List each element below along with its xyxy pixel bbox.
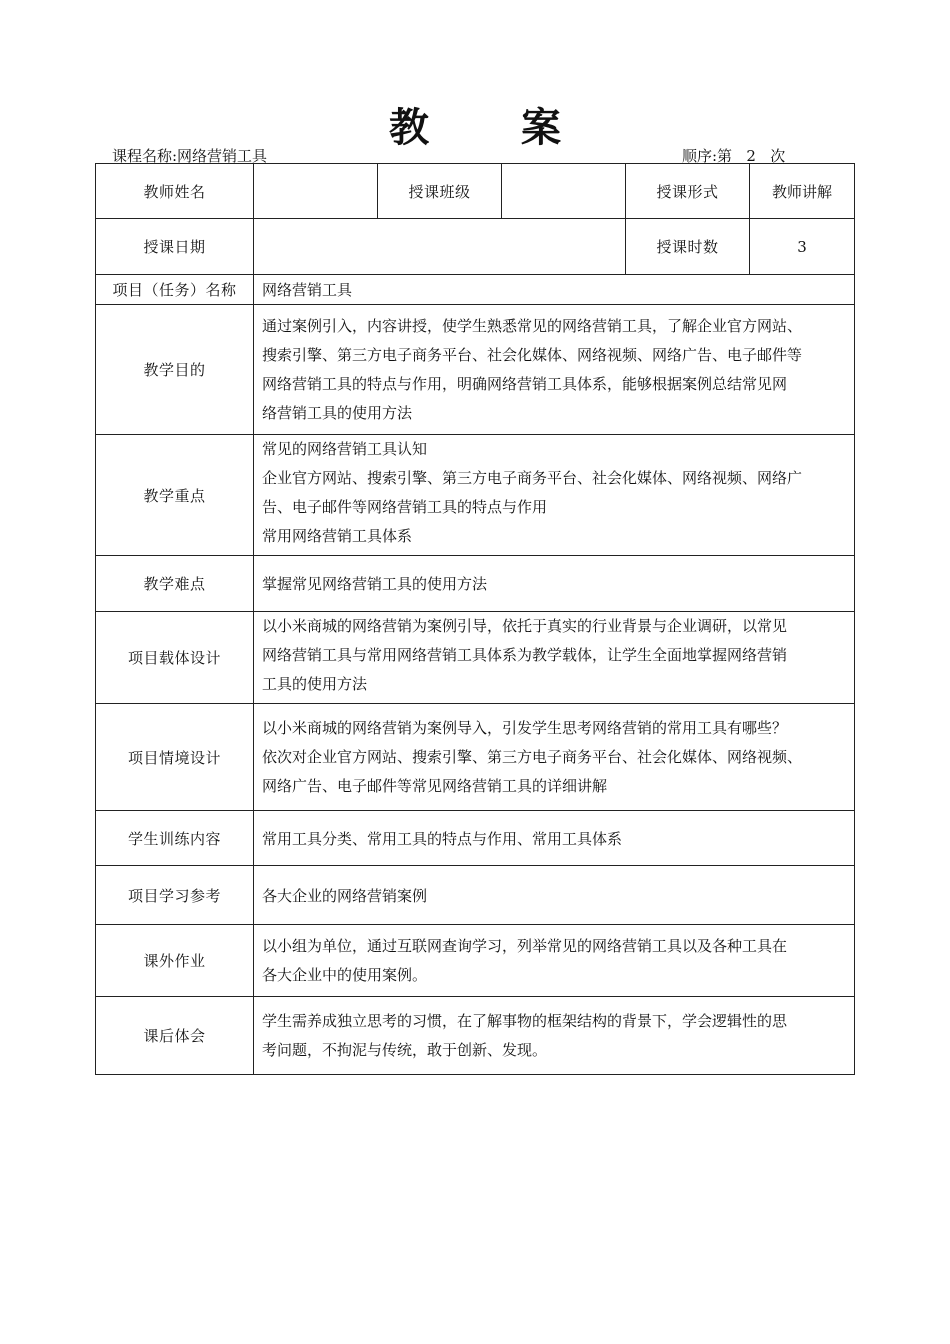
content-line: 常见的网络营销工具认知: [262, 440, 428, 458]
content-line: 以小米商城的网络营销为案例引导，依托于真实的行业背景与企业调研，以常见: [262, 617, 788, 635]
content-line: 告、电子邮件等网络营销工具的特点与作用: [262, 498, 548, 516]
row-content: [254, 435, 855, 556]
content-line: 工具的使用方法: [262, 675, 368, 693]
row-label: 课外作业: [96, 925, 254, 997]
title-char-2: 案: [521, 104, 561, 151]
table-row: [96, 275, 855, 305]
lesson-plan-table: [95, 163, 855, 1075]
content-line: 学生需养成独立思考的习惯，在了解事物的框架结构的背景下，学会逻辑性的思: [262, 1011, 788, 1030]
class-value: [502, 164, 626, 219]
project-name-label: 项目（任务）名称: [96, 275, 254, 305]
row-content: [254, 997, 855, 1075]
table-row: [96, 997, 855, 1075]
content-line: 络营销工具的使用方法: [262, 403, 413, 422]
teacher-name-value: [254, 164, 378, 219]
content-line: 网络营销工具与常用网络营销工具体系为教学载体，让学生全面地掌握网络营销: [262, 646, 788, 664]
row-label: 学生训练内容: [96, 811, 254, 866]
teacher-name-label: 教师姓名: [96, 164, 254, 219]
content-line: 依次对企业官方网站、搜索引擎、第三方电子商务平台、社会化媒体、网络视频、: [262, 747, 803, 766]
content-line: 以小组为单位，通过互联网查询学习，列举常见的网络营销工具以及各种工具在: [262, 936, 788, 955]
table-row: [96, 866, 855, 925]
class-label: 授课班级: [378, 164, 502, 219]
table-row: [96, 305, 855, 435]
hours-label: 授课时数: [626, 219, 750, 275]
row-label: 教学目的: [96, 305, 254, 435]
course-name: 课程名称:网络营销工具: [112, 147, 268, 165]
row-label: 课后体会: [96, 997, 254, 1075]
content-line: 通过案例引入，内容讲授，使学生熟悉常见的网络营销工具，了解企业官方网站、: [262, 316, 803, 335]
content-line: 各大企业中的使用案例。: [262, 965, 428, 984]
table-row: [96, 435, 855, 556]
row-content: [254, 612, 855, 704]
row-label: 教学难点: [96, 556, 254, 612]
table-row: [96, 704, 855, 811]
row-label: 项目载体设计: [96, 612, 254, 704]
row-label: 教学重点: [96, 435, 254, 556]
row-content: [254, 925, 855, 997]
table-row: [96, 612, 855, 704]
content-line: 考问题，不拘泥与传统，敢于创新、发现。: [262, 1040, 548, 1059]
row-content: [254, 305, 855, 435]
date-value: [254, 219, 626, 275]
row-content: 掌握常见网络营销工具的使用方法: [254, 556, 855, 612]
page-title: [0, 96, 950, 152]
row-label: 项目情境设计: [96, 704, 254, 811]
title-char-1: 教: [389, 104, 429, 151]
table-row: [96, 556, 855, 612]
date-label: 授课日期: [96, 219, 254, 275]
row-content: [254, 704, 855, 811]
content-line: 企业官方网站、搜索引擎、第三方电子商务平台、社会化媒体、网络视频、网络广: [262, 469, 803, 487]
content-line: 搜索引擎、第三方电子商务平台、社会化媒体、网络视频、网络广告、电子邮件等: [262, 345, 803, 364]
row-label: 项目学习参考: [96, 866, 254, 925]
content-line: 以小米商城的网络营销为案例导入，引发学生思考网络营销的常用工具有哪些？: [262, 718, 788, 737]
content-line: 网络营销工具的特点与作用，明确网络营销工具体系，能够根据案例总结常见网: [262, 374, 788, 393]
table-row: [96, 811, 855, 866]
table-row: [96, 219, 855, 275]
content-line: 网络广告、电子邮件等常见网络营销工具的详细讲解: [262, 776, 608, 795]
hours-value: 3: [750, 219, 855, 275]
table-row: [96, 925, 855, 997]
content-line: 常用网络营销工具体系: [262, 527, 413, 545]
row-content: 各大企业的网络营销案例: [254, 866, 855, 925]
teaching-form-value: 教师讲解: [750, 164, 855, 219]
lesson-order: 顺序:第 2 次: [682, 147, 786, 165]
table-row: [96, 164, 855, 219]
teaching-form-label: 授课形式: [626, 164, 750, 219]
row-content: 常用工具分类、常用工具的特点与作用、常用工具体系: [254, 811, 855, 866]
project-name-value: 网络营销工具: [254, 275, 855, 305]
